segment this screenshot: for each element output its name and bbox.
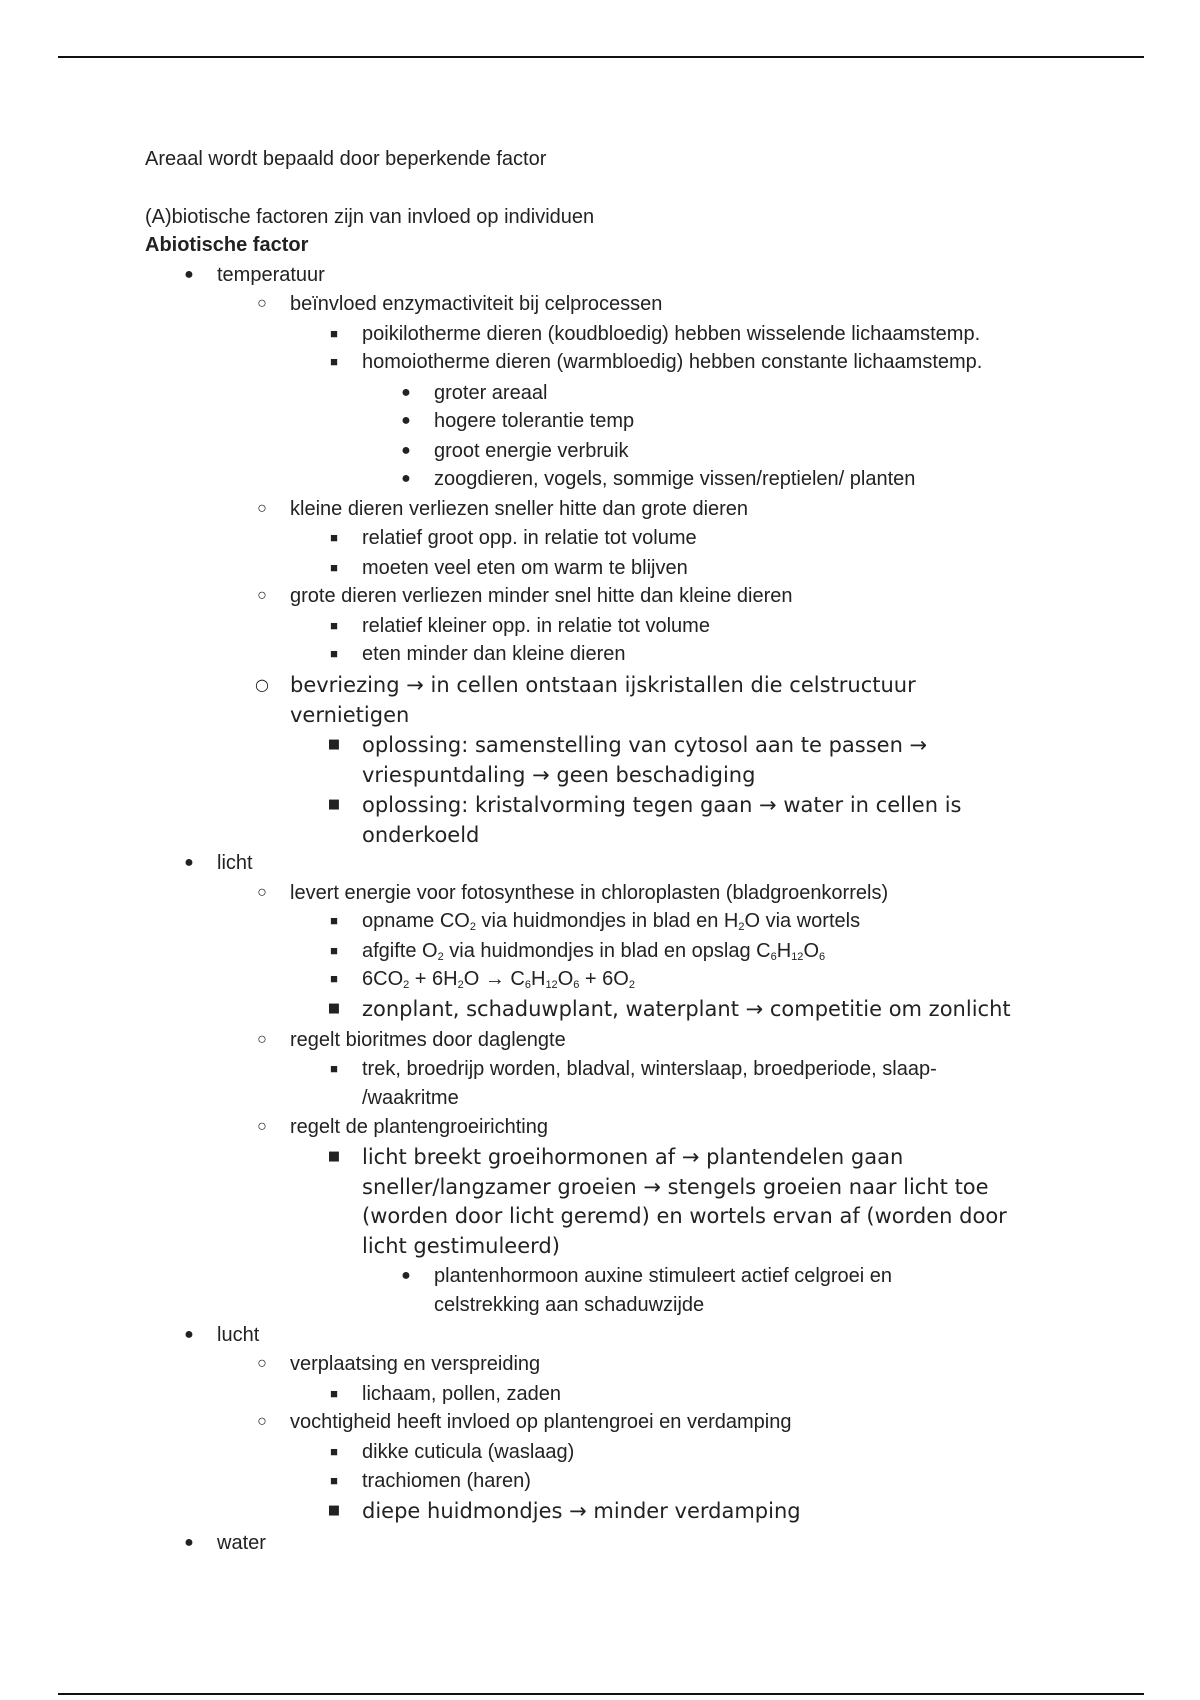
square-marker: ■ xyxy=(330,618,338,633)
square-marker: ■ xyxy=(330,326,338,341)
circle-marker: ○ xyxy=(257,1118,267,1135)
bullet-marker: ● xyxy=(184,1326,194,1343)
square-marker: ■ xyxy=(330,913,338,928)
circle-marker: ○ xyxy=(255,675,269,694)
square-marker: ■ xyxy=(327,797,341,812)
square-marker: ■ xyxy=(330,1386,338,1401)
square-marker: ■ xyxy=(330,1473,338,1488)
square-marker: ■ xyxy=(327,1503,341,1518)
square-marker: ■ xyxy=(330,1444,338,1459)
square-marker: ■ xyxy=(327,737,341,752)
square-marker: ■ xyxy=(330,971,338,986)
opname-formula: opname $CO_2$ via huidmondjes in blad en $H_2O$ via wortels xyxy=(362,910,861,933)
dot-marker: ● xyxy=(401,1267,411,1284)
square-marker: ■ xyxy=(330,560,338,575)
dot-marker: ● xyxy=(401,384,411,401)
circle-marker: ○ xyxy=(257,1355,267,1372)
dot-marker: ● xyxy=(401,412,411,429)
circle-marker: ○ xyxy=(257,295,267,312)
bullet-marker: ● xyxy=(184,854,194,871)
circle-marker: ○ xyxy=(257,1413,267,1430)
circle-marker: ○ xyxy=(257,500,267,517)
square-marker: ■ xyxy=(330,646,338,661)
square-marker: ■ xyxy=(327,1149,341,1164)
dot-marker: ● xyxy=(401,470,411,487)
square-marker: ■ xyxy=(330,354,338,369)
circle-marker: ○ xyxy=(257,884,267,901)
square-marker: ■ xyxy=(327,1001,341,1016)
square-marker: ■ xyxy=(330,1061,338,1076)
square-marker: ■ xyxy=(330,530,338,545)
square-marker: ■ xyxy=(330,943,338,958)
bottom-divider xyxy=(58,1693,1144,1695)
bullet-marker: ● xyxy=(184,1534,194,1551)
dot-marker: ● xyxy=(401,442,411,459)
afgifte-formula: afgifte $O_2$ via huidmondjes in blad en opslag $C_6H_{12}O_6$ xyxy=(362,940,826,963)
circle-marker: ○ xyxy=(257,587,267,604)
top-divider xyxy=(58,56,1144,58)
bullet-marker: ● xyxy=(184,266,194,283)
reaction-formula: $6CO_2 + 6H_2O \to C_6H_{12}O_6 + 6O_2$ xyxy=(362,968,635,991)
circle-marker: ○ xyxy=(257,1031,267,1048)
